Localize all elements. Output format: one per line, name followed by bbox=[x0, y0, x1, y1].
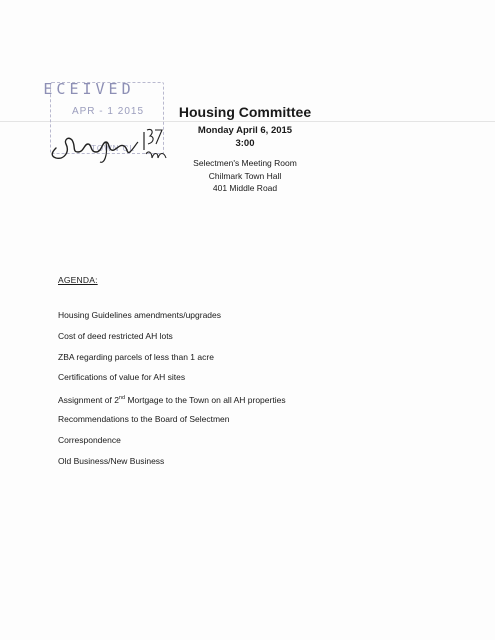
stamp-received-text: ECEIVED bbox=[43, 80, 135, 98]
meeting-location bbox=[170, 157, 320, 195]
ordinal-suffix: nd bbox=[118, 395, 126, 402]
agenda-item: Correspondence bbox=[58, 434, 121, 445]
handwritten-signature bbox=[44, 122, 174, 170]
page-title: Housing Committee bbox=[178, 104, 312, 120]
agenda-list bbox=[58, 309, 286, 475]
agenda-item-text: Assignment of 2 bbox=[58, 395, 119, 406]
location-building: Chilmark Town Hall bbox=[208, 170, 282, 181]
meeting-header bbox=[170, 103, 320, 150]
agenda-item: ZBA regarding parcels of less than 1 acre bbox=[58, 351, 214, 362]
meeting-date: Monday April 6, 2015 bbox=[197, 125, 293, 136]
location-room: Selectmen's Meeting Room bbox=[193, 158, 297, 168]
agenda-item: Old Business/New Business bbox=[58, 455, 165, 466]
stamp-town-text: TOWN CL bbox=[91, 144, 135, 153]
meeting-time: 3:00 bbox=[235, 138, 255, 149]
agenda-heading: AGENDA: bbox=[58, 275, 98, 285]
agenda-item: Certifications of value for AH sites bbox=[58, 372, 186, 383]
stamp-date: APR - 1 2015 bbox=[71, 106, 145, 117]
location-address: 401 Middle Road bbox=[212, 183, 278, 193]
agenda-item: Housing Guidelines amendments/upgrades bbox=[58, 310, 222, 320]
agenda-item: Recommendations to the Board of Selectmen bbox=[58, 413, 230, 424]
agenda-item-text: Mortgage to the Town on all AH properties bbox=[125, 395, 286, 406]
received-stamp bbox=[14, 76, 164, 160]
agenda-item-mortgage bbox=[58, 392, 286, 413]
agenda-item: Cost of deed restricted AH lots bbox=[58, 330, 173, 341]
